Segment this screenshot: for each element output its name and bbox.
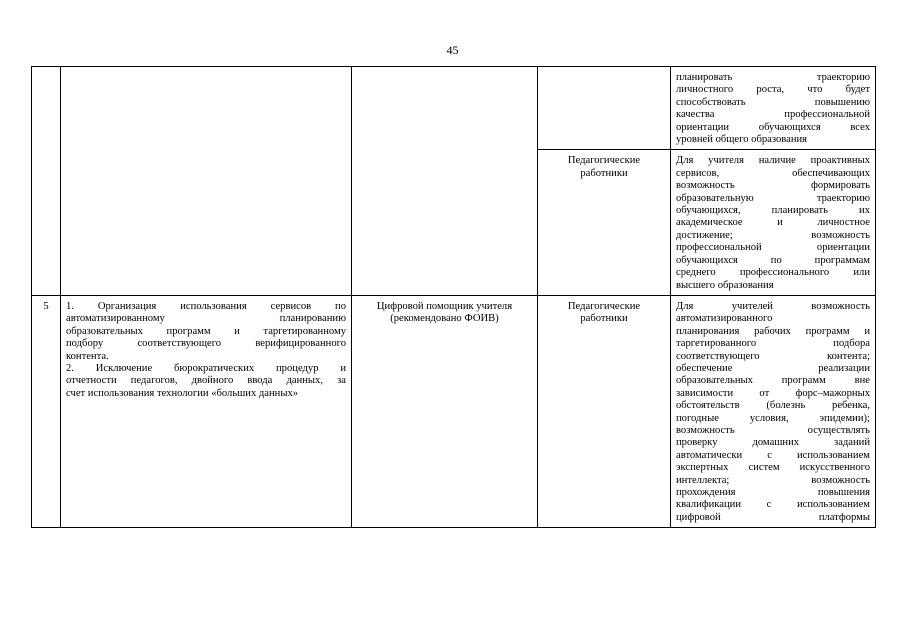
effect-line: интеллекта; возможность [676,474,870,486]
cell-measures [61,295,352,527]
page-number: 45 [446,43,459,57]
effect-line: достижение; возможность [676,229,870,241]
cell-number-continued [32,67,61,296]
effect-line: планировать траекторию [676,72,870,83]
cell-measures-continued [61,67,352,296]
effect-line: сервисов, обеспечивающих [676,167,870,179]
effect-line: личностного роста, что будет [676,84,870,96]
effect-line: автоматически с использованием [676,449,870,461]
measures-line: подбору соответствующего верифицированного [66,338,346,350]
effect-line: качества профессиональной [676,109,870,121]
cell-digital-service: Цифровой помощник учителя (рекомендовано ФОИВ) [352,295,538,527]
effect-line: среднего профессионального или [676,267,870,279]
effect-line: Для учителя наличие проактивных [676,155,870,167]
measures-line: отчетности педагогов, двойного ввода данных, за [66,375,346,387]
cell-service-continued [352,67,538,296]
effect-line: квалификации с использованием [676,499,870,511]
effect-line: образовательных программ вне [676,375,870,387]
effect-line: академическое и личностное [676,217,870,229]
cell-target-group: Педагогические работники [538,295,671,527]
effect-line: уровней общего образования [676,134,808,146]
cell-target-continued [538,67,671,150]
measures-line: контента. [66,350,109,362]
measures-line: 1. Организация использования сервисов по [66,300,346,312]
effect-line: способствовать повышению [676,96,870,108]
cell-effect-continued-1 [671,67,876,150]
measures-line: автоматизированному планированию [66,313,346,325]
table-row-continued-1 [32,67,876,150]
effect-line: цифровой платформы [676,511,870,523]
effect-line: автоматизированного [676,313,773,325]
cell-target-group: Педагогические работники [538,150,671,295]
measures-line: образовательных программ и таргетированному [66,325,346,337]
effect-line: профессиональной ориентации [676,242,870,254]
effect-line: планирования рабочих программ и [676,325,870,337]
effect-line: прохождения повышения [676,487,870,498]
measures-line: 2. Исключение бюрократических процедур и [66,362,346,374]
effect-line: погодные условия, эпидемии); [676,412,870,424]
effect-line: обстоятельств (болезнь ребенка, [676,400,870,412]
cell-effect-continued-2 [671,150,876,295]
effect-line: экспертных систем искусственного [676,462,870,474]
effect-line: обучающихся по программам [676,254,870,266]
table-row-5 [32,295,876,527]
effect-line: возможность формировать [676,180,870,192]
effect-line: Для учителей возможность [676,300,870,312]
effect-line: обучающихся, планировать их [676,205,870,217]
cell-effect [671,295,876,527]
document-table [31,66,876,528]
measures-line: счет использования технологии «больших данных» [66,387,299,399]
effect-line: образовательную траекторию [676,192,870,204]
effect-line: высшего образования [676,279,774,291]
effect-line: соответствующего контента; [676,350,870,362]
cell-number: 5 [32,295,61,527]
effect-line: ориентации обучающихся всех [676,121,870,133]
effect-line: проверку домашних заданий [676,437,870,449]
effect-line: возможность осуществлять [676,424,870,436]
effect-line: таргетированного подбора [676,338,870,350]
effect-line: обеспечение реализации [676,362,870,374]
effect-line: зависимости от форс–мажорных [676,387,870,399]
